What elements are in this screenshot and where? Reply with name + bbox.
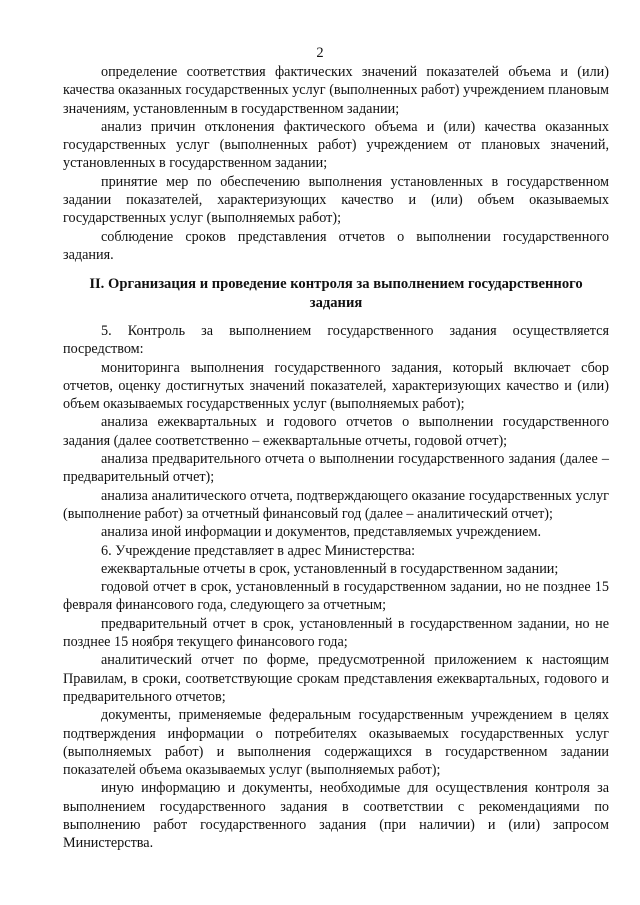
section-paragraph: 5. Контроль за выполнением государственного задания осуществляется посредством: <box>63 323 609 358</box>
section-heading: II. Организация и проведение контроля за выполнением государственного задания <box>89 276 583 311</box>
section-paragraph: анализа иной информации и документов, представляемых учреждением. <box>101 524 542 541</box>
intro-list <box>63 63 609 264</box>
section-paragraph: ежеквартальные отчеты в срок, установленный в государственном задании; <box>101 560 559 577</box>
section-paragraph: иную информацию и документы, необходимые для осуществления контроля за выполнением государственного задания в соответствии с рекомендациями по выполнению работ государственного задания (при наличии) и (или) запросом Министерства. <box>63 780 609 852</box>
section-paragraph: документы, применяемые федеральным государственным учреждением в целях подтверждения информации о потребителях оказываемых государственных услуг (выполняемых работ) и выполнения содержащихся в государственном задании показателей объема оказываемых услуг (выполняемых работ); <box>63 707 609 779</box>
intro-paragraph: определение соответствия фактических значений показателей объема и (или) качества оказанных государственных услуг (выполненных работ) учреждением плановым значениям, установленным в государственном задании; <box>63 64 609 117</box>
section-paragraph: 6. Учреждение представляет в адрес Министерства: <box>101 542 416 559</box>
section-body <box>63 322 609 853</box>
section-paragraph: мониторинга выполнения государственного задания, который включает сбор отчетов, оценку достигнутых значений показателей, характеризующих качество и (или) объем оказываемых государственных услуг (выполняемых работ); <box>63 359 609 413</box>
section-paragraph: анализа предварительного отчета о выполнении государственного задания (далее – предварительный отчет); <box>63 451 609 486</box>
section-paragraph: предварительный отчет в срок, установленный в государственном задании, но не позднее 15 ноября текущего финансового года; <box>63 615 609 651</box>
intro-paragraph: анализ причин отклонения фактического объема и (или) качества оказанных государственных услуг (выполненных работ) учреждением от плановых значений, установленных в государственном задании; <box>63 118 609 172</box>
section-paragraph: анализа аналитического отчета, подтверждающего оказание государственных услуг (выполнение работ) за отчетный финансовый год (далее – аналитический отчет); <box>63 487 609 522</box>
section-paragraph: годовой отчет в срок, установленный в государственном задании, но не позднее 15 февраля финансового года, следующего за отчетным; <box>63 579 609 614</box>
page-number: 2 <box>316 45 324 61</box>
section-paragraph: аналитический отчет по форме, предусмотренной приложением к настоящим Правилам, в сроки, соответствующие срокам представления ежеквартальных, годового и предварительного отчетов; <box>63 652 609 705</box>
intro-paragraph: принятие мер по обеспечению выполнения установленных в государственном задании показателей, характеризующих качество и (или) объем оказываемых государственных услуг (выполняемых работ); <box>63 173 609 227</box>
intro-paragraph: соблюдение сроков представления отчетов о выполнении государственного задания. <box>63 228 609 263</box>
section-paragraph: анализа ежеквартальных и годового отчетов о выполнении государственного задания (далее соответственно – ежеквартальные отчеты, годовой отчет); <box>63 414 609 449</box>
